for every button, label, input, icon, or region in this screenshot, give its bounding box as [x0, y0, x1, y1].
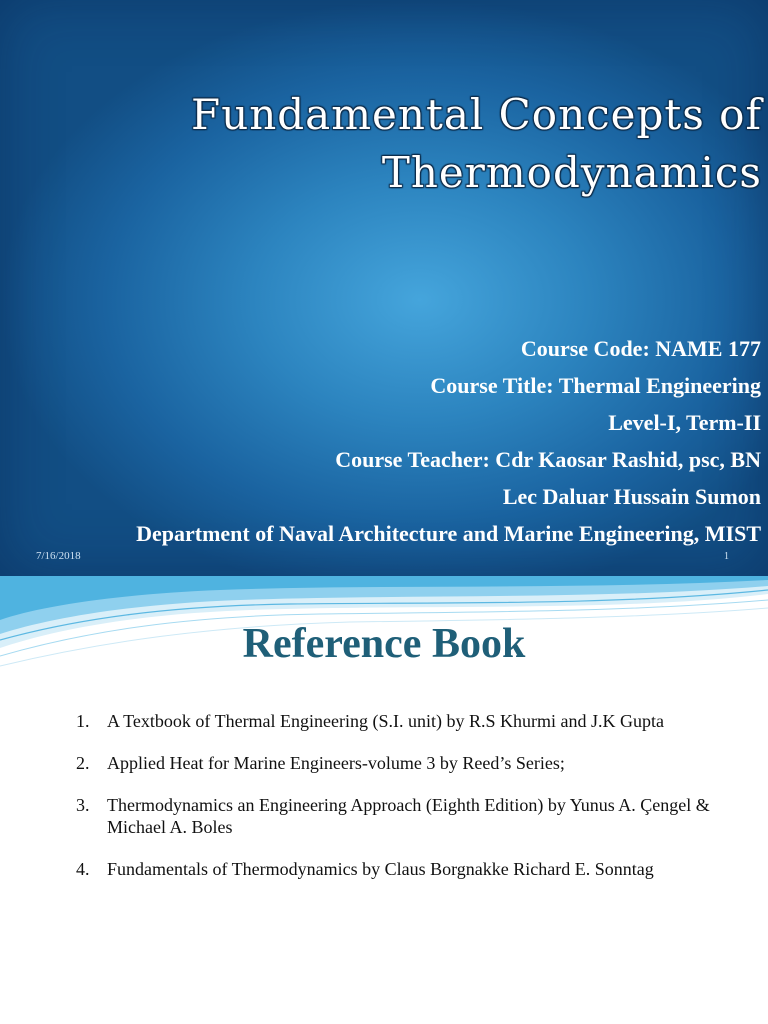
course-teacher-2: Lec Daluar Hussain Sumon: [502, 484, 761, 509]
reference-number: 4.: [76, 859, 90, 879]
reference-text: Applied Heat for Marine Engineers-volume 3 by Reed’s Series;: [107, 753, 565, 773]
reference-text: Fundamentals of Thermodynamics by Claus Borgnakke Richard E. Sonntag: [107, 859, 654, 879]
course-code: Course Code: NAME 177: [520, 336, 761, 361]
reference-number: 1.: [76, 711, 90, 731]
slide-date: 7/16/2018: [36, 550, 81, 562]
reference-number: 2.: [76, 753, 90, 773]
reference-item: [76, 710, 736, 732]
reference-title: Reference Book: [242, 621, 526, 667]
reference-item: [76, 858, 736, 880]
course-info: [1, 330, 761, 552]
slide-number: 1: [724, 551, 729, 562]
reference-list: [76, 710, 736, 900]
reference-text: Thermodynamics an Engineering Approach (Eighth Edition) by Yunus A. Çengel & Michael A. Boles: [107, 795, 710, 837]
slide-title-line-1: Fundamental Concepts of: [191, 90, 762, 139]
slide-title-line-2: Thermodynamics: [381, 148, 762, 197]
course-teacher: Course Teacher: Cdr Kaosar Rashid, psc, BN: [335, 447, 761, 472]
course-title: Course Title: Thermal Engineering: [430, 373, 761, 398]
reference-item: [76, 752, 736, 774]
reference-item: [76, 794, 736, 838]
reference-text: A Textbook of Thermal Engineering (S.I. unit) by R.S Khurmi and J.K Gupta: [107, 711, 665, 731]
slide-title: [22, 86, 762, 202]
reference-number: 3.: [76, 795, 90, 815]
course-level: Level-I, Term-II: [608, 410, 761, 435]
reference-slide: [0, 576, 768, 1024]
department: Department of Naval Architecture and Marine Engineering, MIST: [136, 521, 761, 546]
